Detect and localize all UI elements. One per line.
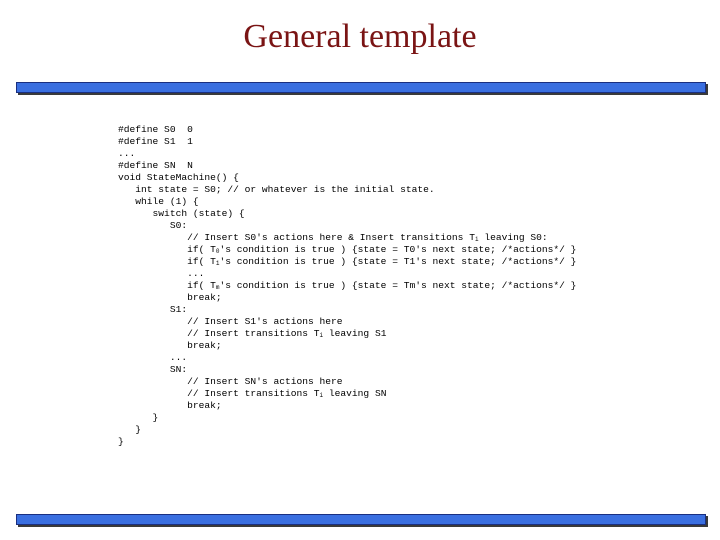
code-line-text: break; bbox=[118, 292, 222, 303]
code-line-text: } bbox=[118, 412, 159, 423]
bottom-divider-bar bbox=[16, 514, 706, 525]
code-line-text: ... bbox=[118, 148, 136, 159]
code-line-text: if( T bbox=[118, 280, 216, 291]
code-line bbox=[118, 424, 576, 436]
code-line-text-after: leaving S0: bbox=[478, 232, 548, 243]
code-line-text: S1: bbox=[118, 304, 188, 315]
code-line bbox=[118, 232, 576, 244]
code-line bbox=[118, 352, 576, 364]
code-line-text: ... bbox=[118, 268, 205, 279]
code-line-text: } bbox=[118, 436, 124, 447]
code-line-text: break; bbox=[118, 340, 222, 351]
code-line-text: while (1) { bbox=[118, 196, 199, 207]
code-line bbox=[118, 316, 576, 328]
code-line bbox=[118, 160, 576, 172]
code-line-text: // Insert S1's actions here bbox=[118, 316, 343, 327]
code-line-text: #define S0 0 bbox=[118, 124, 193, 135]
code-line-text: if( T bbox=[118, 256, 216, 267]
code-line bbox=[118, 328, 576, 340]
code-line bbox=[118, 208, 576, 220]
code-line bbox=[118, 388, 576, 400]
code-line-text: switch (state) { bbox=[118, 208, 245, 219]
code-line-text: #define S1 1 bbox=[118, 136, 193, 147]
code-line-text: SN: bbox=[118, 364, 188, 375]
code-block bbox=[118, 124, 576, 448]
top-divider-bar bbox=[16, 82, 706, 93]
code-line-text: void StateMachine() { bbox=[118, 172, 239, 183]
code-line-subscript: 1 bbox=[215, 260, 220, 267]
code-line bbox=[118, 184, 576, 196]
code-line-subscript: 0 bbox=[215, 248, 220, 255]
code-line-text: } bbox=[118, 424, 142, 435]
code-line bbox=[118, 436, 576, 448]
code-line-subscript: i bbox=[319, 392, 324, 399]
code-line-text-after: leaving S1 bbox=[323, 328, 387, 339]
code-line bbox=[118, 340, 576, 352]
code-line-text: break; bbox=[118, 400, 222, 411]
code-line bbox=[118, 364, 576, 376]
code-line bbox=[118, 148, 576, 160]
code-line bbox=[118, 196, 576, 208]
code-line-text-after: 's condition is true ) {state = T0's next state; /*actions*/ } bbox=[219, 244, 577, 255]
code-line-text: int state = S0; // or whatever is the initial state. bbox=[118, 184, 435, 195]
code-line bbox=[118, 244, 576, 256]
code-line bbox=[118, 256, 576, 268]
code-line bbox=[118, 280, 576, 292]
code-line bbox=[118, 172, 576, 184]
code-line bbox=[118, 136, 576, 148]
code-line bbox=[118, 400, 576, 412]
code-line-text-after: 's condition is true ) {state = T1's next state; /*actions*/ } bbox=[219, 256, 577, 267]
code-line bbox=[118, 412, 576, 424]
code-line-text: ... bbox=[118, 352, 188, 363]
slide-title: General template bbox=[243, 18, 477, 55]
code-line-text-after: leaving SN bbox=[323, 388, 387, 399]
code-line-text: // Insert transitions T bbox=[118, 328, 320, 339]
code-line-subscript: i bbox=[474, 236, 479, 243]
code-line bbox=[118, 292, 576, 304]
code-line-text: if( T bbox=[118, 244, 216, 255]
code-line-subscript: m bbox=[215, 284, 220, 291]
code-line bbox=[118, 376, 576, 388]
code-line-text: // Insert S0's actions here & Insert transitions T bbox=[118, 232, 475, 243]
code-line-text: // Insert SN's actions here bbox=[118, 376, 343, 387]
code-line-text-after: 's condition is true ) {state = Tm's next state; /*actions*/ } bbox=[219, 280, 577, 291]
code-line-subscript: i bbox=[319, 332, 324, 339]
code-line bbox=[118, 268, 576, 280]
code-line bbox=[118, 124, 576, 136]
code-line-text: #define SN N bbox=[118, 160, 193, 171]
code-line bbox=[118, 304, 576, 316]
code-line-text: // Insert transitions T bbox=[118, 388, 320, 399]
code-line-text: S0: bbox=[118, 220, 188, 231]
code-line bbox=[118, 220, 576, 232]
